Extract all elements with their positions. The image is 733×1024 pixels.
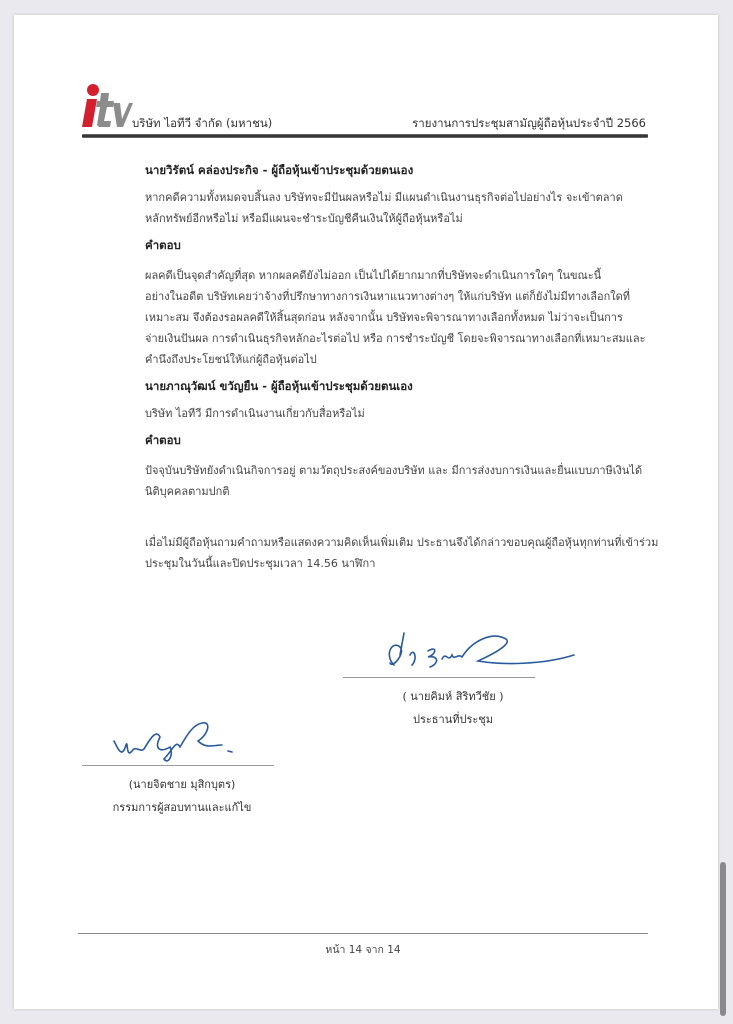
secretary-signature: [110, 715, 260, 765]
answer-2-label: คำตอบ: [145, 433, 181, 447]
company-name: บริษัท ไอทีวี จำกัด (มหาชน): [132, 116, 273, 130]
answer-1-label: คำตอบ: [145, 238, 181, 252]
minutes-body: [145, 160, 665, 574]
itv-logo: [81, 83, 133, 129]
footer-divider: [78, 933, 648, 934]
question-1-line-2: หลักทรัพย์อีกหรือไม่ หรือมีแผนจะชำระบัญชีคืนเงินให้ผู้ถือหุ้นหรือไม่: [145, 212, 463, 225]
secretary-signature-line: [82, 765, 274, 766]
answer-1-line-4: จ่ายเงินปันผล การดำเนินธุรกิจหลักอะไรต่อไป หรือ การชำระบัญชี โดยจะพิจารณาทางเลือกที่เหมาะสมและ: [145, 332, 646, 345]
chairman-name: ( นายคิมห์ สิริทวีชัย ): [402, 690, 504, 703]
speaker-1: นายวิรัตน์ คล่องประกิจ - ผู้ถือหุ้นเข้าประชุมด้วยตนเอง: [145, 163, 414, 177]
secretary-name: (นายจิตชาย มุสิกบุตร): [128, 778, 236, 791]
answer-2-line-2: นิติบุคคลตามปกติ: [145, 485, 230, 498]
answer-1-line-5: คำนึงถึงประโยชน์ให้แก่ผู้ถือหุ้นต่อไป: [145, 353, 317, 366]
secretary-title: กรรมการผู้สอบทานและแก้ไข: [112, 801, 252, 814]
document-page: [14, 15, 718, 1009]
answer-2-line-1: ปัจจุบันบริษัทยังดำเนินกิจการอยู่ ตามวัตถุประสงค์ของบริษัท และ มีการส่งงบการเงินและยื่นแบบภาษีเงินได้: [145, 464, 643, 477]
answer-1-line-1: ผลคดีเป็นจุดสำคัญที่สุด หากผลคดียังไม่ออก เป็นไปได้ยากมากที่บริษัทจะดำเนินการใดๆ ในขณะนี้: [145, 269, 602, 282]
header-divider: [82, 134, 648, 138]
page-number: หน้า 14 จาก 14: [325, 944, 401, 956]
vertical-scrollbar-thumb[interactable]: [720, 862, 726, 1016]
answer-1-line-2: อย่างในอดีต บริษัทเคยว่าจ้างที่ปรึกษาทางการเงินหาแนวทางต่างๆ ให้แก่บริษัท แต่ก็ยังไม่มีทางเลือกใดที่: [145, 290, 631, 303]
chairman-signature: [382, 625, 582, 675]
question-1-line-1: หากคดีความทั้งหมดจบสิ้นลง บริษัทจะมีปันผลหรือไม่ มีแผนดำเนินงานธุรกิจต่อไปอย่างไร จะเข้าตลาด: [145, 191, 623, 204]
closing-line-2: ประชุมในวันนี้และปิดประชุมเวลา 14.56 นาฬิกา: [145, 557, 376, 570]
question-2-line-1: บริษัท ไอทีวี มีการดำเนินงานเกี่ยวกับสื่อหรือไม่: [145, 407, 365, 420]
chairman-title: ประธานที่ประชุม: [413, 713, 493, 726]
chairman-signature-line: [343, 677, 535, 678]
speaker-2: นายภาณุวัฒน์ ขวัญยืน - ผู้ถือหุ้นเข้าประชุมด้วยตนเอง: [145, 379, 413, 393]
report-title: รายงานการประชุมสามัญผู้ถือหุ้นประจำปี 2566: [412, 116, 646, 130]
answer-1-line-3: เหมาะสม จึงต้องรอผลคดีให้สิ้นสุดก่อน หลังจากนั้น บริษัทจะพิจารณาทางเลือกทั้งหมด ไม่ว่าจะเป็นการ: [145, 311, 623, 324]
closing-line-1: เมื่อไม่มีผู้ถือหุ้นถามคำถามหรือแสดงความคิดเห็นเพิ่มเติม ประธานจึงได้กล่าวขอบคุณผู้ถือหุ้นทุกท่านที่เข้าร่วม: [145, 536, 659, 549]
